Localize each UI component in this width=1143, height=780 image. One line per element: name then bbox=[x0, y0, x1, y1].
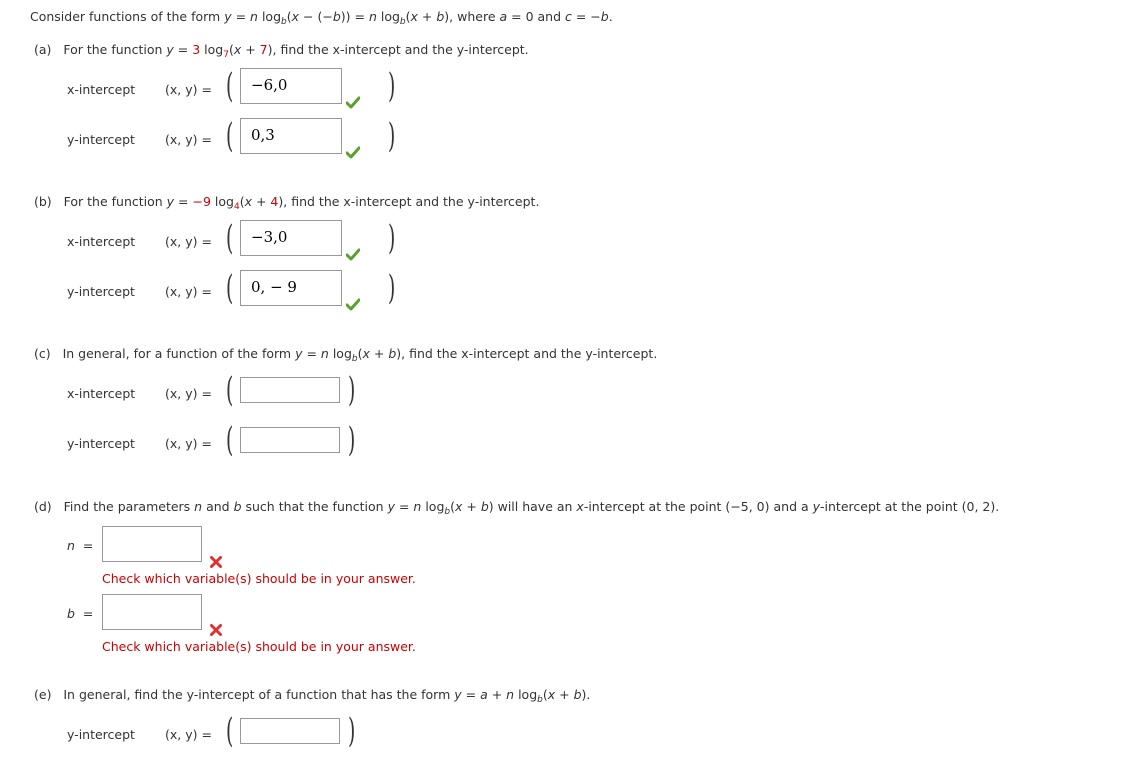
part-b-label: (b) bbox=[34, 194, 52, 209]
part-c-prompt-end: , find the x-intercept and the y-intercept. bbox=[401, 346, 658, 361]
part-a-prompt-end: , find the x-intercept and the y-intercept. bbox=[272, 42, 529, 57]
part-c-prompt: (c) In general, for a function of the form y = n $\log_b(x + b)$, find the x-intercept and the y-intercept. bbox=[34, 346, 658, 365]
part-b-coef: −9 bbox=[192, 194, 211, 209]
part-c-x-label: x-intercept bbox=[67, 386, 136, 401]
correct-check-icon bbox=[346, 96, 360, 110]
correct-check-icon bbox=[346, 298, 360, 312]
open-paren: ( bbox=[225, 711, 234, 751]
part-e-prompt-start: In general, find the y-intercept of a function that has the form bbox=[63, 687, 451, 702]
part-e-y-answer[interactable] bbox=[240, 718, 340, 744]
where-text: , where bbox=[449, 9, 496, 24]
open-paren: ( bbox=[225, 66, 234, 106]
part-e-y-xy: (x, y) = bbox=[165, 727, 212, 742]
part-b-y-xy: (x, y) = bbox=[165, 284, 212, 299]
correct-check-icon bbox=[346, 146, 360, 160]
part-a-y-answer[interactable]: 0,3 bbox=[240, 118, 342, 154]
part-a-base: 7 bbox=[223, 50, 229, 61]
part-d-label: (d) bbox=[34, 499, 52, 514]
close-paren: ) bbox=[347, 370, 356, 410]
part-b-prompt-end: , find the x-intercept and the y-intercept. bbox=[283, 194, 540, 209]
close-paren: ) bbox=[347, 711, 356, 751]
part-e-y-label: y-intercept bbox=[67, 727, 135, 742]
open-paren: ( bbox=[225, 420, 234, 460]
b-feedback: Check which variable(s) should be in your answer. bbox=[102, 639, 416, 654]
part-a-y-label: y-intercept bbox=[67, 132, 135, 147]
problem-intro: Consider functions of the form y = n $\log_b(x - (-b)) = n$ $\log_b(x + b)$, where a = 0 and c = −b. bbox=[30, 9, 613, 28]
open-paren: ( bbox=[225, 116, 234, 156]
part-e-label: (e) bbox=[34, 687, 52, 702]
n-label: n = bbox=[67, 538, 94, 553]
part-d-prompt: (d) Find the parameters n and b such that the function y = n $\log_b(x + b)$ will have an x-intercept at the point (−5, 0) and a y-intercept at the point (0, 2). bbox=[34, 499, 1000, 518]
n-answer[interactable] bbox=[102, 526, 202, 562]
part-b-prompt-start: For the function bbox=[63, 194, 163, 209]
b-answer[interactable] bbox=[102, 594, 202, 630]
open-paren: ( bbox=[225, 268, 234, 308]
part-b-x-label: x-intercept bbox=[67, 234, 136, 249]
n-feedback: Check which variable(s) should be in your answer. bbox=[102, 571, 416, 586]
part-b-x-answer[interactable]: −3,0 bbox=[240, 220, 342, 256]
open-paren: ( bbox=[225, 370, 234, 410]
part-a-coef: 3 bbox=[192, 42, 201, 57]
part-e-prompt-end: . bbox=[586, 687, 591, 702]
part-e-prompt: (e) In general, find the y-intercept of a function that has the form y = a + n $\log_b(x + b)$. bbox=[34, 687, 591, 706]
intro-tail: . bbox=[608, 9, 613, 24]
part-b-shift: 4 bbox=[270, 194, 279, 209]
b-label: b = bbox=[67, 606, 94, 621]
part-a-prompt: (a) For the function y = 3 $\log_7(x + 7)$, find the x-intercept and the y-intercept. bbox=[34, 42, 529, 61]
part-a-shift: 7 bbox=[259, 42, 268, 57]
close-paren: ) bbox=[387, 218, 396, 258]
part-c-prompt-start: In general, for a function of the form bbox=[62, 346, 292, 361]
close-paren: ) bbox=[387, 66, 396, 106]
part-c-y-xy: (x, y) = bbox=[165, 436, 212, 451]
close-paren: ) bbox=[347, 420, 356, 460]
close-paren: ) bbox=[387, 116, 396, 156]
part-a-y-xy: (x, y) = bbox=[165, 132, 212, 147]
part-c-y-answer[interactable] bbox=[240, 427, 340, 453]
correct-check-icon bbox=[346, 248, 360, 262]
open-paren: ( bbox=[225, 218, 234, 258]
part-c-label: (c) bbox=[34, 346, 51, 361]
part-b-x-xy: (x, y) = bbox=[165, 234, 212, 249]
part-a-prompt-start: For the function bbox=[63, 42, 163, 57]
part-c-y-label: y-intercept bbox=[67, 436, 135, 451]
part-a-x-xy: (x, y) = bbox=[165, 82, 212, 97]
part-b-y-answer[interactable]: 0, − 9 bbox=[240, 270, 342, 306]
part-b-prompt: (b) For the function y = −9 $\log_4(x + 4)$, find the x-intercept and the y-intercept. bbox=[34, 194, 540, 213]
close-paren: ) bbox=[387, 268, 396, 308]
part-a-x-answer[interactable]: −6,0 bbox=[240, 68, 342, 104]
part-c-x-answer[interactable] bbox=[240, 377, 340, 403]
part-b-base: 4 bbox=[233, 202, 240, 213]
incorrect-x-icon bbox=[210, 624, 222, 636]
part-a-label: (a) bbox=[34, 42, 52, 57]
intro-text: Consider functions of the form bbox=[30, 9, 221, 24]
part-b-y-label: y-intercept bbox=[67, 284, 135, 299]
part-a-x-label: x-intercept bbox=[67, 82, 136, 97]
incorrect-x-icon bbox=[210, 556, 222, 568]
part-c-x-xy: (x, y) = bbox=[165, 386, 212, 401]
